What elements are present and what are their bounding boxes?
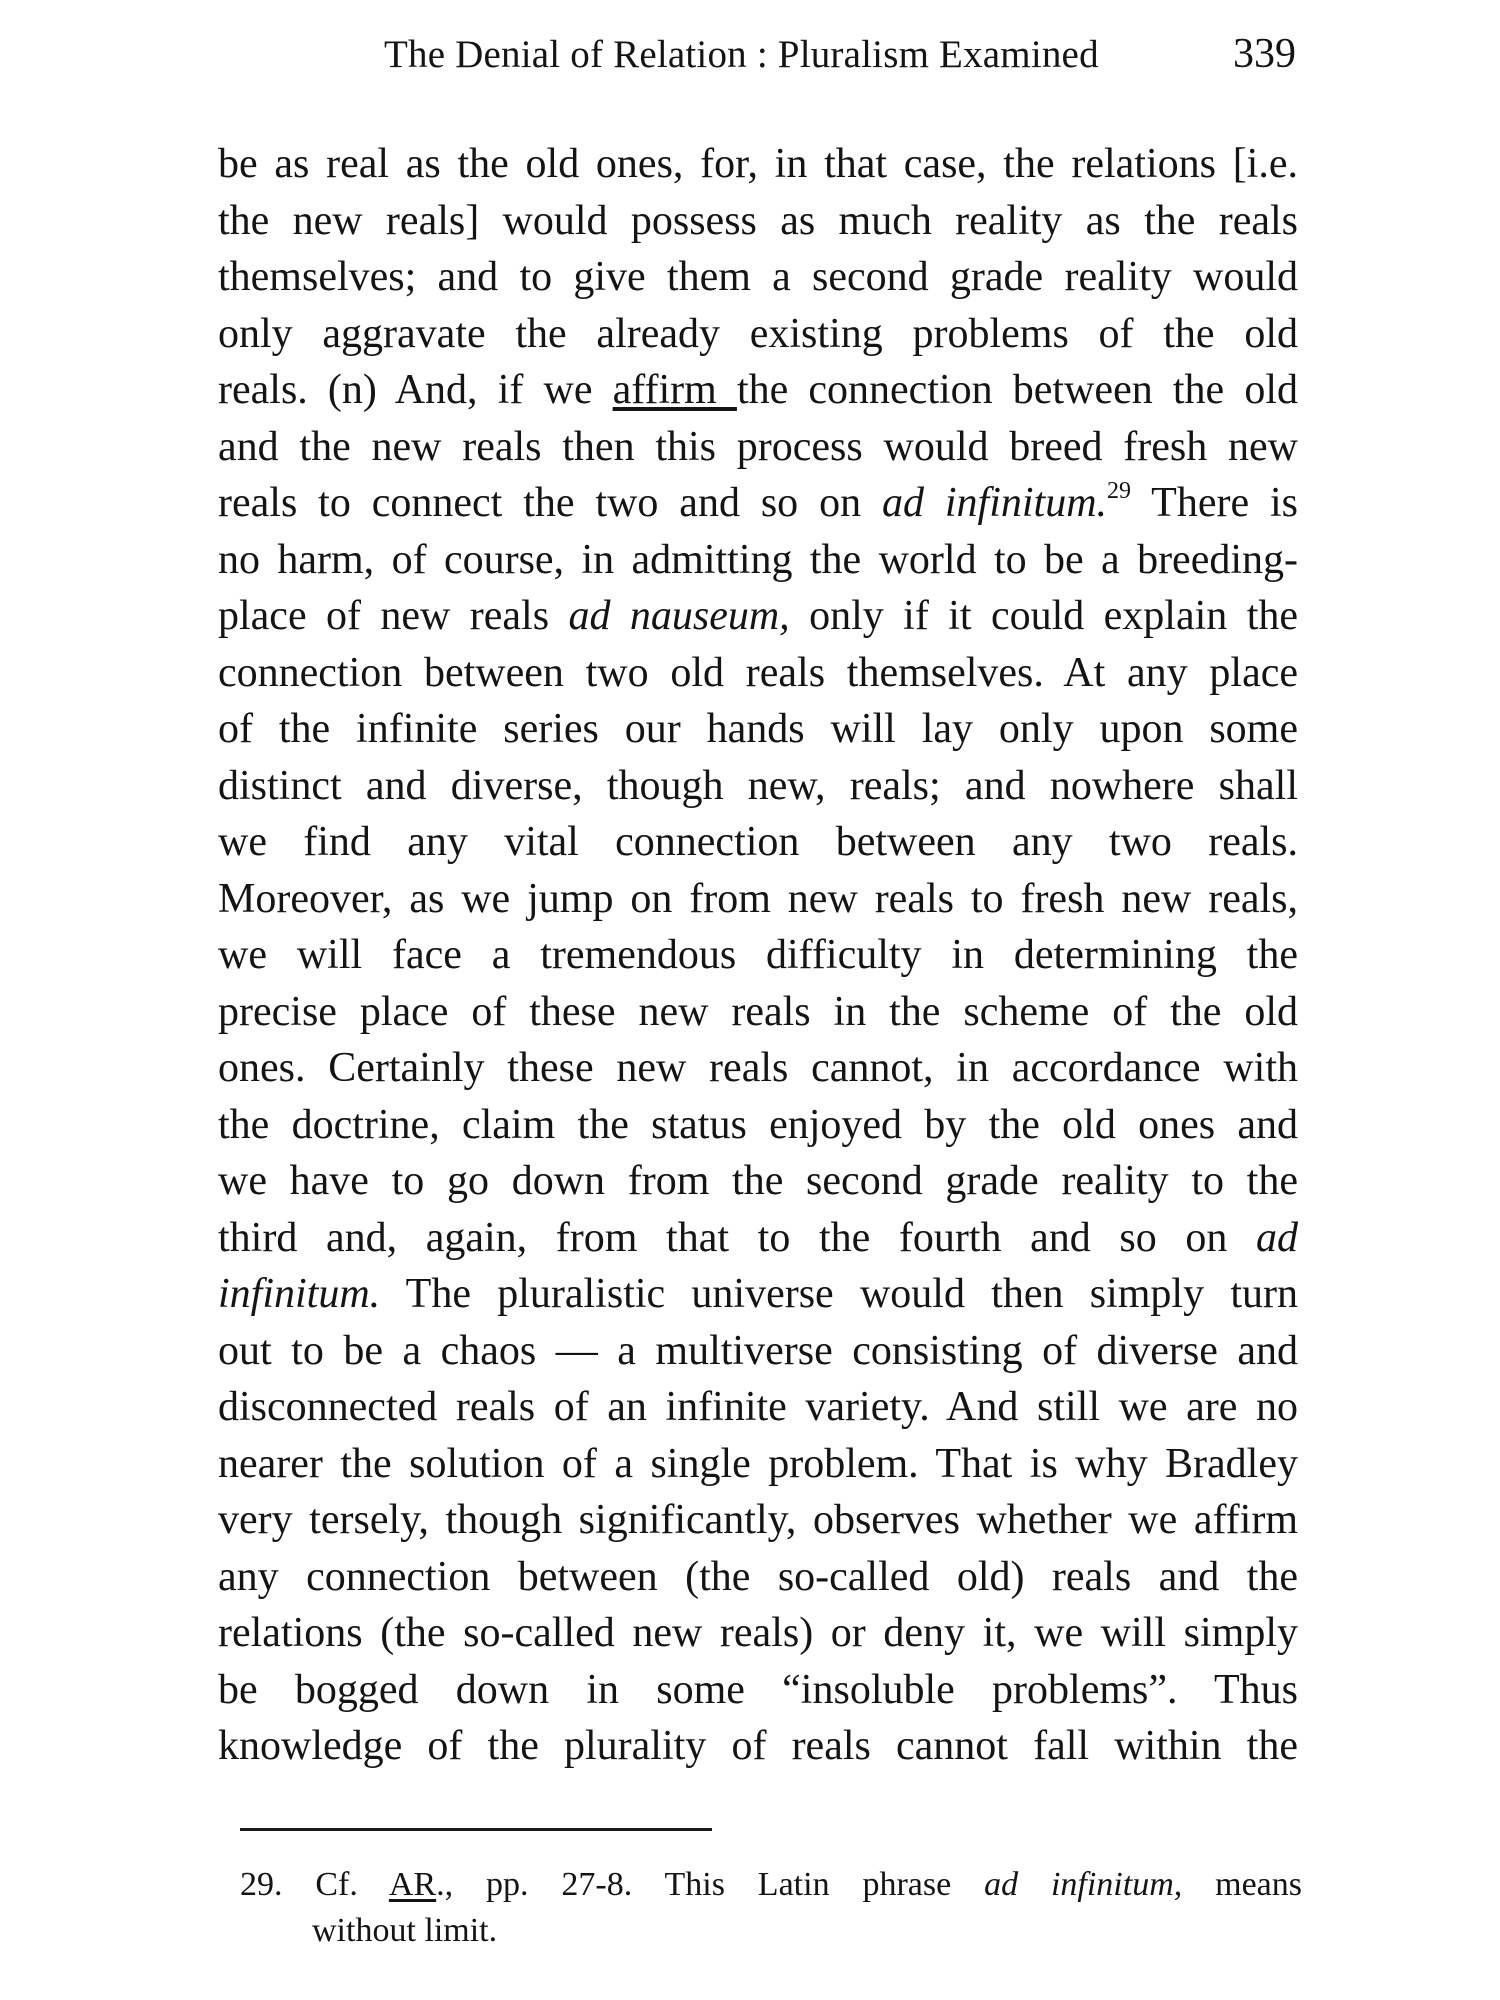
body-text	[218, 136, 1298, 1775]
text-line: ones. Certainly these new reals cannot, in accordance with	[218, 1045, 1298, 1091]
text-line: be as real as the old ones, for, in that case, the relations [i.e.	[218, 141, 1298, 187]
text-line: be bogged down in some “insoluble problems”. Thus	[218, 1666, 1298, 1713]
text-line: only aggravate the already existing problems of the old	[218, 310, 1298, 357]
text-line: and the new reals then this process would breed fresh new	[218, 423, 1298, 470]
running-title: The Denial of Relation : Pluralism Examined	[384, 33, 1099, 76]
italic-phrase: ad infinitum,	[984, 1866, 1183, 1903]
text-run: means	[1182, 1866, 1302, 1903]
text-line: out to be a chaos — a multiverse consisting of diverse and	[218, 1327, 1298, 1374]
text-line: nearer the solution of a single problem. That is why Bradley	[218, 1440, 1298, 1487]
text-run: The pluralistic universe would then simply turn	[380, 1271, 1298, 1317]
text-run: place of new reals	[218, 593, 569, 639]
footnote-marker: 29	[1107, 478, 1132, 504]
text-line	[218, 362, 1298, 419]
text-line: we will face a tremendous difficulty in determining the	[218, 932, 1298, 978]
text-line: the doctrine, claim the status enjoyed by the old ones and	[218, 1101, 1298, 1148]
text-line: distinct and diverse, though new, reals; and nowhere shall	[218, 762, 1298, 809]
text-line: any connection between (the so-called old) reals and the	[218, 1553, 1298, 1600]
text-line	[218, 588, 1298, 645]
text-run: reals. (n) And, if we	[218, 367, 613, 413]
text-run: third and, again, from that to the fourth and so on	[218, 1214, 1256, 1261]
footnote-divider	[240, 1828, 712, 1831]
text-line	[218, 475, 1298, 532]
text-line	[218, 1266, 1298, 1323]
abbreviation-link: AR	[388, 1866, 437, 1903]
text-run: ., pp. 27-8. This Latin phrase	[436, 1866, 985, 1903]
text-line: we find any vital connection between any two reals.	[218, 819, 1298, 865]
footnote-line	[240, 1862, 1302, 1908]
italic-phrase: ad infinitum.	[881, 480, 1108, 526]
text-line	[218, 1210, 1298, 1267]
footnote-line: without limit.	[312, 1912, 498, 1949]
italic-phrase: infinitum.	[218, 1271, 381, 1317]
text-run: 29. Cf.	[240, 1866, 389, 1903]
text-run: reals to connect the two and so on	[218, 480, 882, 526]
text-line: the new reals] would possess as much reality as the reals	[218, 197, 1298, 244]
text-line: very tersely, though significantly, observes whether we affirm	[218, 1497, 1298, 1543]
text-line: we have to go down from the second grade reality to the	[218, 1158, 1298, 1204]
underlined-word: affirm	[612, 367, 737, 413]
text-run: There is	[1131, 480, 1299, 526]
text-line: of the infinite series our hands will lay only upon some	[218, 706, 1298, 752]
italic-phrase: ad	[1256, 1214, 1298, 1261]
running-header	[384, 28, 1296, 80]
text-run: the connection between the old	[736, 367, 1298, 413]
footnote	[240, 1862, 1302, 1954]
text-line: connection between two old reals themselves. At any place	[218, 649, 1298, 696]
text-line: disconnected reals of an infinite variety. And still we are no	[218, 1384, 1298, 1430]
text-line: precise place of these new reals in the scheme of the old	[218, 988, 1298, 1035]
text-line: knowledge of the plurality of reals cannot fall within the	[218, 1723, 1298, 1769]
text-run: only if it could explain the	[789, 593, 1299, 639]
italic-phrase: ad nauseum,	[568, 593, 790, 639]
text-line: themselves; and to give them a second grade reality would	[218, 254, 1298, 300]
text-line: relations (the so-called new reals) or deny it, we will simply	[218, 1610, 1298, 1656]
page-number: 339	[1233, 31, 1296, 77]
text-line: Moreover, as we jump on from new reals to fresh new reals,	[218, 875, 1298, 922]
text-line: no harm, of course, in admitting the world to be a breeding-	[218, 536, 1298, 583]
